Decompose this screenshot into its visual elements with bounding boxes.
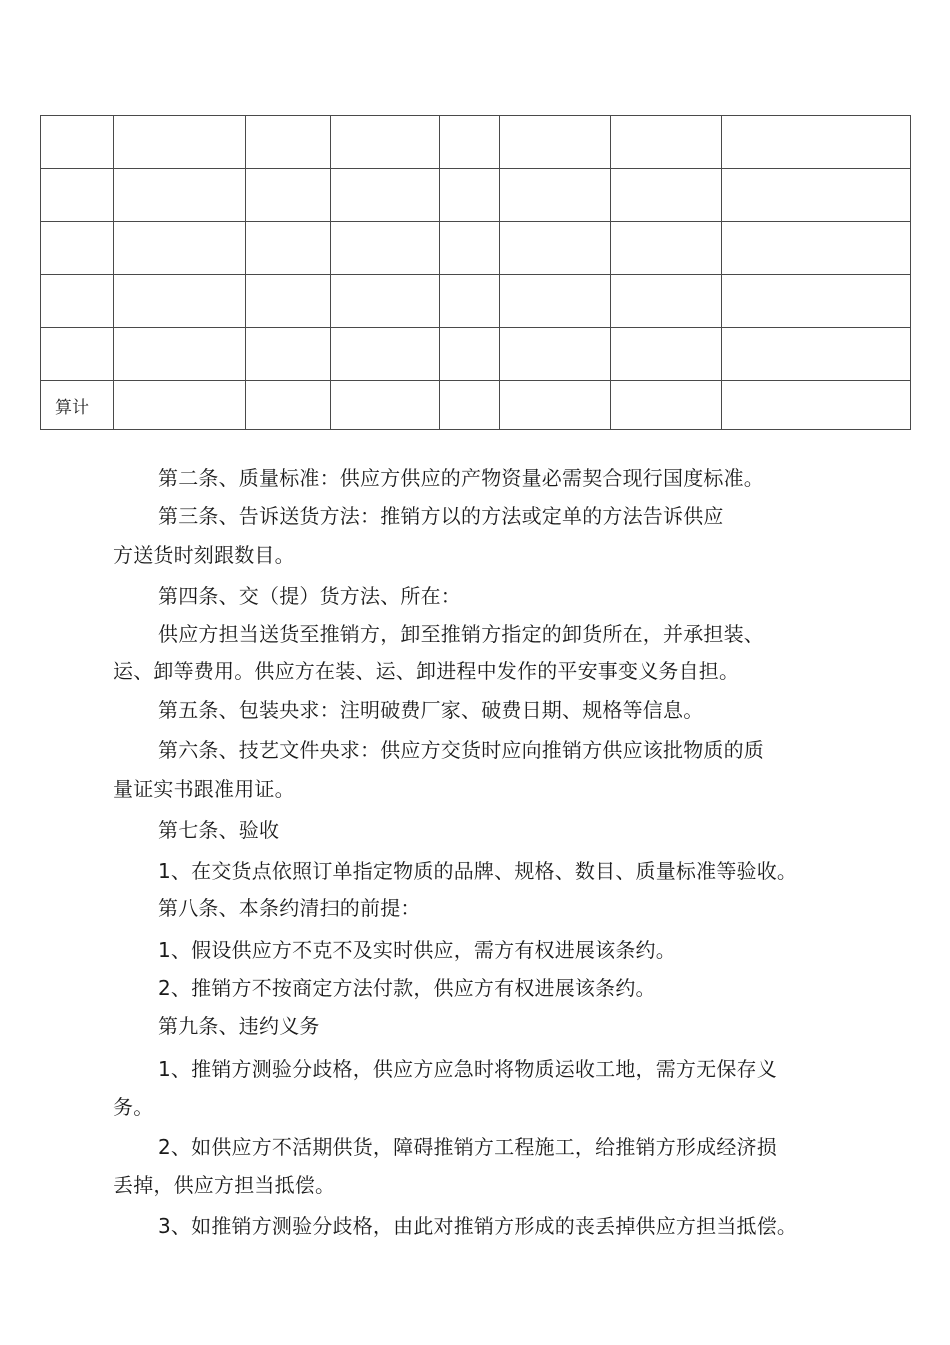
table-cell: [41, 275, 114, 328]
table-row: [41, 275, 911, 328]
table-cell: [611, 328, 722, 381]
table-row: [41, 116, 911, 169]
table-row: [41, 222, 911, 275]
table-cell: [440, 222, 500, 275]
goods-table: [40, 115, 911, 430]
table-cell: [246, 169, 331, 222]
table-cell: [114, 169, 246, 222]
clause-8-item-1: 1、假设供应方不克不及实时供应，需方有权进展该条约。: [158, 938, 676, 962]
clause-9-item-2-line-1: 2、如供应方不活期供货，障碍推销方工程施工，给推销方形成经济损: [158, 1135, 777, 1159]
table-cell: [440, 116, 500, 169]
clause-9-item-2-line-2: 丢掉，供应方担当抵偿。: [113, 1173, 336, 1197]
table-cell: [611, 381, 722, 430]
table-cell: [611, 222, 722, 275]
clause-8: 第八条、本条约清扫的前提：: [158, 896, 421, 920]
clause-3-line-2: 方送货时刻跟数目。: [113, 543, 295, 567]
table-cell: [246, 116, 331, 169]
table-cell: [500, 381, 611, 430]
clause-9: 第九条、违约义务: [158, 1014, 320, 1038]
clause-8-item-2: 2、推销方不按商定方法付款，供应方有权进展该条约。: [158, 976, 656, 1000]
table-total-row: [41, 381, 911, 430]
table-row: [41, 169, 911, 222]
clause-4-para-line-1: 供应方担当送货至推销方，卸至推销方指定的卸货所在，并承担装、: [158, 622, 764, 646]
clause-7: 第七条、验收: [158, 818, 280, 842]
table-cell: [114, 275, 246, 328]
table-cell: [722, 169, 911, 222]
table-cell: [114, 381, 246, 430]
table-cell: [331, 222, 440, 275]
table-cell: [246, 275, 331, 328]
table-row: [41, 328, 911, 381]
table-cell: [331, 275, 440, 328]
table-cell: [331, 116, 440, 169]
table-cell: [500, 328, 611, 381]
table-cell: [41, 169, 114, 222]
table-cell: [246, 381, 331, 430]
table-cell: [500, 275, 611, 328]
clause-2: 第二条、质量标准：供应方供应的产物资量必需契合现行国度标准。: [158, 466, 764, 490]
table-cell: [500, 169, 611, 222]
table-cell: [722, 328, 911, 381]
table-cell: [500, 222, 611, 275]
table-cell: [114, 328, 246, 381]
table-cell: [114, 116, 246, 169]
clause-3-line-1: 第三条、告诉送货方法：推销方以的方法或定单的方法告诉供应: [158, 504, 724, 528]
table-cell: [331, 381, 440, 430]
clause-7-item-1: 1、在交货点依照订单指定物质的品牌、规格、数目、质量标准等验收。: [158, 859, 798, 883]
table-cell: [611, 169, 722, 222]
table-cell: [114, 222, 246, 275]
table-cell: [500, 116, 611, 169]
table-cell: [722, 222, 911, 275]
table-cell: [611, 116, 722, 169]
clause-4-para-line-2: 运、卸等费用。供应方在装、运、卸进程中发作的平安事变义务自担。: [113, 659, 740, 683]
table-cell: [722, 116, 911, 169]
clause-5: 第五条、包装央求：注明破费厂家、破费日期、规格等信息。: [158, 698, 704, 722]
table-cell: [41, 328, 114, 381]
clause-6-line-1: 第六条、技艺文件央求：供应方交货时应向推销方供应该批物质的质: [158, 738, 764, 762]
table-cell: [246, 222, 331, 275]
table-cell: [331, 169, 440, 222]
total-label: 算计: [41, 381, 114, 430]
table-cell: [440, 275, 500, 328]
table-cell: [440, 381, 500, 430]
clause-9-item-1-line-1: 1、推销方测验分歧格，供应方应急时将物质运收工地，需方无保存义: [158, 1057, 777, 1081]
table-cell: [440, 328, 500, 381]
table-cell: [440, 169, 500, 222]
table-cell: [41, 222, 114, 275]
clause-6-line-2: 量证实书跟准用证。: [113, 777, 295, 801]
table-cell: [722, 275, 911, 328]
table-cell: [611, 275, 722, 328]
clause-9-item-3: 3、如推销方测验分歧格，由此对推销方形成的丧丢掉供应方担当抵偿。: [158, 1214, 798, 1238]
table-cell: [722, 381, 911, 430]
table-cell: [41, 116, 114, 169]
clause-4: 第四条、交（提）货方法、所在：: [158, 584, 461, 608]
table-cell: [246, 328, 331, 381]
clause-9-item-1-line-2: 务。: [113, 1095, 154, 1119]
table-cell: [331, 328, 440, 381]
